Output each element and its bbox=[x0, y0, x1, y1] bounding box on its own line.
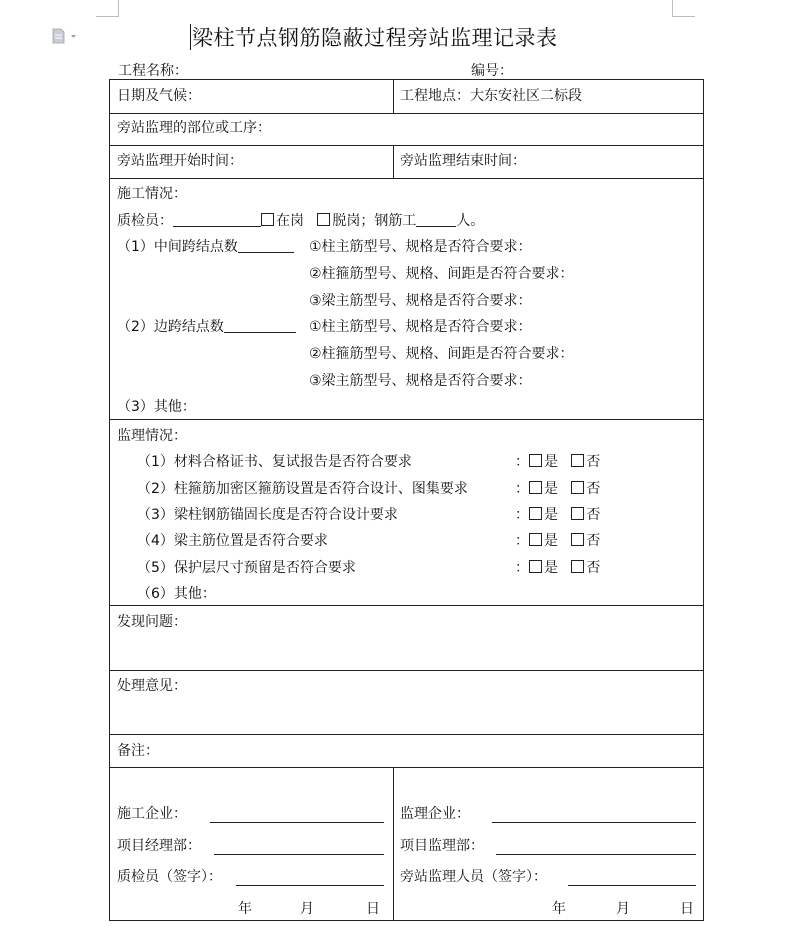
yes-checkbox[interactable] bbox=[529, 481, 542, 494]
column-divider bbox=[393, 145, 394, 178]
row-divider bbox=[110, 419, 703, 420]
yes-checkbox[interactable] bbox=[529, 560, 542, 573]
handling-opinion-label: 处理意见： bbox=[117, 678, 187, 694]
side-span-item-2: ②柱箍筋型号、规格、间距是否符合要求： bbox=[309, 346, 574, 362]
title-text: 梁柱节点钢筋隐蔽过程旁站监理记录表 bbox=[192, 26, 558, 50]
project-supervision-dept-label: 项目监理部： bbox=[400, 838, 484, 854]
colon: ： bbox=[515, 560, 529, 576]
yes-no-row-5 bbox=[515, 559, 600, 577]
issues-found-label: 发现问题： bbox=[117, 614, 187, 630]
yes-label: 是 bbox=[544, 560, 558, 576]
supervision-item-3: （3）梁柱钢筋锚固长度是否符合设计要求 bbox=[137, 507, 398, 523]
row-divider bbox=[110, 605, 703, 606]
person-suffix: 人。 bbox=[456, 213, 485, 229]
colon: ： bbox=[515, 454, 529, 470]
yes-no-row-1 bbox=[515, 453, 600, 471]
construction-other-label: （3）其他： bbox=[117, 399, 196, 415]
row-divider bbox=[110, 734, 703, 735]
mid-span-item-1: ①柱主筋型号、规格是否符合要求： bbox=[309, 239, 532, 255]
left-year-label: 年 bbox=[238, 901, 252, 917]
construction-company-line[interactable] bbox=[210, 822, 384, 823]
remarks-label: 备注： bbox=[117, 743, 159, 759]
yes-checkbox[interactable] bbox=[529, 454, 542, 467]
text-cursor bbox=[190, 24, 191, 50]
yes-checkbox[interactable] bbox=[529, 533, 542, 546]
site-supervisor-signature-label: 旁站监理人员（签字）： bbox=[400, 869, 547, 885]
no-checkbox[interactable] bbox=[571, 481, 584, 494]
record-form-table bbox=[109, 79, 704, 921]
mid-span-count-blank[interactable] bbox=[238, 238, 294, 253]
column-divider bbox=[393, 80, 394, 113]
mid-span-label: （1）中间跨结点数 bbox=[117, 239, 238, 255]
side-span-count-blank[interactable] bbox=[224, 318, 296, 333]
page-corner-mark-left bbox=[96, 0, 119, 17]
colon: ： bbox=[515, 533, 529, 549]
colon: ： bbox=[515, 507, 529, 523]
no-checkbox[interactable] bbox=[571, 507, 584, 520]
supervision-item-4: （4）梁主筋位置是否符合要求 bbox=[137, 533, 328, 549]
row-divider bbox=[110, 767, 703, 768]
right-year-label: 年 bbox=[552, 901, 566, 917]
end-time-label: 旁站监理结束时间： bbox=[400, 153, 526, 169]
no-checkbox[interactable] bbox=[571, 560, 584, 573]
quality-inspector-blank[interactable] bbox=[173, 212, 261, 227]
on-duty-label: 在岗 bbox=[276, 213, 304, 229]
yes-no-row-2 bbox=[515, 480, 600, 498]
yes-no-row-3 bbox=[515, 506, 600, 524]
left-month-label: 月 bbox=[300, 901, 314, 917]
side-span-line bbox=[117, 318, 296, 336]
left-day-label: 日 bbox=[366, 901, 380, 917]
right-month-label: 月 bbox=[616, 901, 630, 917]
location-label: 工程地点：大东安社区二标段 bbox=[400, 88, 582, 104]
yes-label: 是 bbox=[544, 481, 558, 497]
off-duty-checkbox[interactable] bbox=[317, 213, 330, 226]
side-span-item-3: ③梁主筋型号、规格是否符合要求： bbox=[309, 373, 532, 389]
qc-signature-label: 质检员（签字）： bbox=[117, 869, 222, 885]
no-label: 否 bbox=[586, 507, 601, 523]
no-label: 否 bbox=[586, 560, 601, 576]
row-divider bbox=[110, 178, 703, 179]
yes-label: 是 bbox=[544, 507, 558, 523]
off-duty-label: 脱岗；钢筋工 bbox=[332, 213, 417, 229]
supervision-item-2: （2）柱箍筋加密区箍筋设置是否符合设计、图集要求 bbox=[137, 481, 468, 497]
right-day-label: 日 bbox=[680, 901, 694, 917]
column-divider bbox=[393, 767, 394, 920]
colon: ： bbox=[515, 481, 529, 497]
quality-inspector-line bbox=[117, 212, 484, 230]
side-span-item-1: ①柱主筋型号、规格是否符合要求： bbox=[309, 319, 532, 335]
page-corner-mark-right bbox=[672, 0, 695, 17]
mid-span-line bbox=[117, 238, 294, 256]
qc-signature-line[interactable] bbox=[236, 885, 384, 886]
supervision-item-1: （1）材料合格证书、复试报告是否符合要求 bbox=[137, 454, 412, 470]
project-supervision-dept-line[interactable] bbox=[496, 854, 696, 855]
row-divider bbox=[110, 145, 703, 146]
document-title bbox=[190, 22, 610, 54]
supervision-company-line[interactable] bbox=[492, 822, 696, 823]
on-duty-checkbox[interactable] bbox=[261, 213, 274, 226]
supervised-part-label: 旁站监理的部位或工序： bbox=[117, 120, 271, 136]
no-checkbox[interactable] bbox=[571, 454, 584, 467]
supervision-item-5: （5）保护层尺寸预留是否符合要求 bbox=[137, 560, 356, 576]
yes-label: 是 bbox=[544, 454, 558, 470]
document-icon[interactable] bbox=[50, 28, 80, 44]
project-name-label: 工程名称： bbox=[118, 63, 188, 79]
site-supervisor-signature-line[interactable] bbox=[568, 885, 696, 886]
yes-checkbox[interactable] bbox=[529, 507, 542, 520]
project-manager-dept-label: 项目经理部： bbox=[117, 838, 201, 854]
construction-company-label: 施工企业： bbox=[117, 806, 187, 822]
supervision-company-label: 监理企业： bbox=[400, 806, 470, 822]
quality-inspector-label: 质检员： bbox=[117, 213, 173, 229]
no-label: 否 bbox=[586, 454, 601, 470]
number-label: 编号： bbox=[471, 63, 513, 79]
mid-span-item-3: ③梁主筋型号、规格是否符合要求： bbox=[309, 293, 532, 309]
start-time-label: 旁站监理开始时间： bbox=[117, 153, 243, 169]
project-manager-dept-line[interactable] bbox=[214, 854, 384, 855]
construction-status-label: 施工情况： bbox=[117, 186, 187, 202]
yes-label: 是 bbox=[544, 533, 558, 549]
row-divider bbox=[110, 670, 703, 671]
supervision-status-label: 监理情况： bbox=[117, 428, 187, 444]
mid-span-item-2: ②柱箍筋型号、规格、间距是否符合要求： bbox=[309, 266, 574, 282]
rebar-worker-count-blank[interactable] bbox=[416, 212, 456, 227]
supervision-other-label: （6）其他： bbox=[137, 586, 216, 602]
date-weather-label: 日期及气候： bbox=[117, 88, 201, 104]
side-span-label: （2）边跨结点数 bbox=[117, 319, 224, 335]
no-label: 否 bbox=[586, 481, 601, 497]
row-divider bbox=[110, 113, 703, 114]
no-checkbox[interactable] bbox=[571, 533, 584, 546]
yes-no-row-4 bbox=[515, 532, 600, 550]
no-label: 否 bbox=[586, 533, 601, 549]
